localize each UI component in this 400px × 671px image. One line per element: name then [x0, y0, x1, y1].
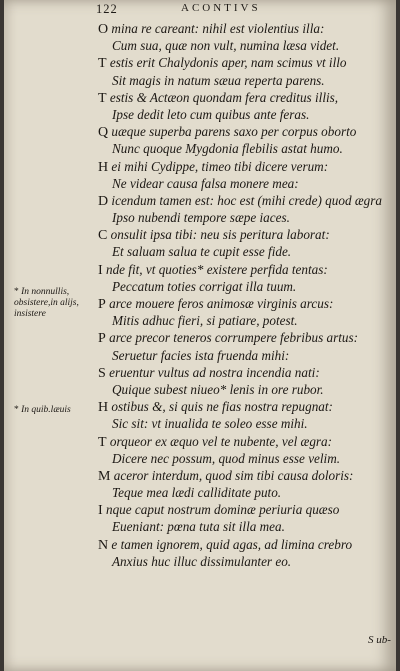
- verse-line: [98, 243, 396, 260]
- verse-text: Teque mea lædi calliditate puto.: [112, 485, 282, 501]
- verse-line: [98, 536, 396, 553]
- initial-letter: C: [98, 228, 108, 244]
- running-title: ACONTIVS: [181, 2, 261, 14]
- verse-text: e tamen ignorem, quid agas, ad limina crebro: [108, 536, 353, 552]
- verse-line: [98, 329, 396, 346]
- verse-text: ei mihi Cydippe, timeo tibi dicere verum:: [108, 158, 329, 174]
- verse-text: Et saluam salua te cupit esse fide.: [112, 244, 292, 260]
- verse-line: [98, 484, 396, 501]
- verse-line: [98, 123, 396, 140]
- verse-text: Ipso nubendi tempore sæpe iaces.: [112, 210, 290, 226]
- initial-letter: I: [98, 262, 103, 278]
- verse-line: [98, 140, 396, 157]
- verse-line: [98, 364, 396, 381]
- initial-letter: T: [98, 56, 107, 72]
- verse-text: Ne videar causa falsa monere mea:: [112, 175, 299, 191]
- margin-note: [14, 405, 94, 416]
- verse-text: eruentur vultus ad nostra incendia nati:: [105, 364, 320, 380]
- verse-text: Seruetur facies ista fruenda mihi:: [112, 347, 290, 363]
- initial-letter: I: [98, 503, 103, 519]
- initial-letter: S: [98, 365, 106, 381]
- initial-letter: O: [98, 22, 109, 37]
- verse-text: arce precor teneros corrumpere febribus artus:: [105, 330, 359, 346]
- verse-line: [98, 398, 396, 415]
- verse-line: [98, 89, 396, 106]
- initial-letter: T: [98, 90, 107, 106]
- verse-line: [98, 37, 396, 54]
- verse-line: [98, 295, 396, 312]
- verse-line: [98, 501, 396, 518]
- verse-text: aceror interdum, quod sim tibi causa doloris:: [110, 467, 354, 483]
- verse-line: [98, 312, 396, 329]
- initial-letter: H: [98, 400, 109, 416]
- verse-text: mina re careant: nihil est violentius illa:: [108, 21, 325, 36]
- verse-text: Quique subest niueo* lenis in ore rubor.: [112, 381, 324, 397]
- verse-line: [98, 72, 396, 89]
- verse-line: [98, 433, 396, 450]
- verse-line: [98, 553, 396, 570]
- verse-line: [98, 226, 396, 243]
- verse-line: [98, 415, 396, 432]
- verse-text: onsulit ipsa tibi: neu sis peritura laborat:: [107, 227, 330, 243]
- verse-text: Mitis adhuc fieri, si patiare, potest.: [112, 313, 298, 329]
- note-text: In quib.læuis: [21, 405, 71, 415]
- initial-letter: Q: [98, 125, 109, 141]
- verse-line: [98, 192, 396, 209]
- verse-line: [98, 158, 396, 175]
- initial-letter: H: [98, 159, 109, 175]
- initial-letter: T: [98, 434, 107, 450]
- verse-line: [98, 450, 396, 467]
- verse-text: orqueor ex æquo vel te nubente, vel ægra:: [106, 433, 333, 449]
- verse-text: Sic sit: vt inualida te soleo esse mihi.: [112, 416, 308, 432]
- verse-text: estis & Actæon quondam fera creditus illis,: [106, 89, 339, 105]
- verse-line: [98, 518, 396, 535]
- note-mark: *: [14, 405, 19, 415]
- initial-letter: M: [98, 468, 111, 484]
- initial-letter: P: [98, 297, 106, 312]
- note-text: In nonnullis, obsistere,in alijs, insistere: [14, 287, 79, 319]
- verse-line: [98, 175, 396, 192]
- page-header: [96, 2, 376, 18]
- verse-line: [98, 54, 396, 71]
- verse-line: [98, 20, 396, 37]
- verse-text: Nunc quoque Mygdonia flebilis astat humo.: [112, 141, 343, 157]
- verse-line: [98, 261, 396, 278]
- verse-text: Ipse dedit leto cum quibus ante feras.: [112, 106, 310, 122]
- verse-text: Sit magis in natum sæua reperta parens.: [112, 72, 325, 88]
- verse-line: [98, 381, 396, 398]
- verse-text: icendum tamen est: hoc est (mihi crede) quod ægra: [108, 192, 382, 208]
- initial-letter: D: [98, 193, 109, 209]
- verse-text: Dicere nec possum, quod minus esse velim.: [112, 450, 341, 466]
- margin-note: [14, 287, 94, 320]
- verse-line: [98, 278, 396, 295]
- note-mark: *: [14, 287, 19, 297]
- page-number: 122: [96, 2, 118, 16]
- book-page: [4, 0, 396, 671]
- verse-text: uæque superba parens saxo per corpus oborto: [108, 124, 357, 140]
- verse-text: nde fit, vt quoties* existere perfida tentas:: [102, 261, 328, 277]
- verse-line: [98, 347, 396, 364]
- verse-text: Eueniant: pœna tuta sit illa mea.: [112, 519, 285, 535]
- verse-text: Anxius huc illuc dissimulanter eo.: [112, 553, 292, 569]
- initial-letter: P: [98, 331, 106, 347]
- verse-line: [98, 106, 396, 123]
- initial-letter: N: [98, 537, 109, 553]
- poem-text: [98, 20, 396, 570]
- verse-text: Cum sua, quæ non vult, numina læsa videt.: [112, 38, 340, 54]
- verse-text: Peccatum toties corrigat illa tuum.: [112, 278, 297, 294]
- verse-text: arce mouere feros animosæ virginis arcus:: [105, 296, 334, 311]
- verse-line: [98, 209, 396, 226]
- verse-line: [98, 467, 396, 484]
- verse-text: ostibus &, si quis ne fias nostra repugnat:: [108, 399, 333, 415]
- catchword: S ub-: [368, 634, 391, 646]
- verse-text: nque caput nostrum dominæ periuria quæso: [102, 502, 340, 518]
- verse-text: estis erit Chalydonis aper, nam scimus vt illo: [106, 55, 347, 71]
